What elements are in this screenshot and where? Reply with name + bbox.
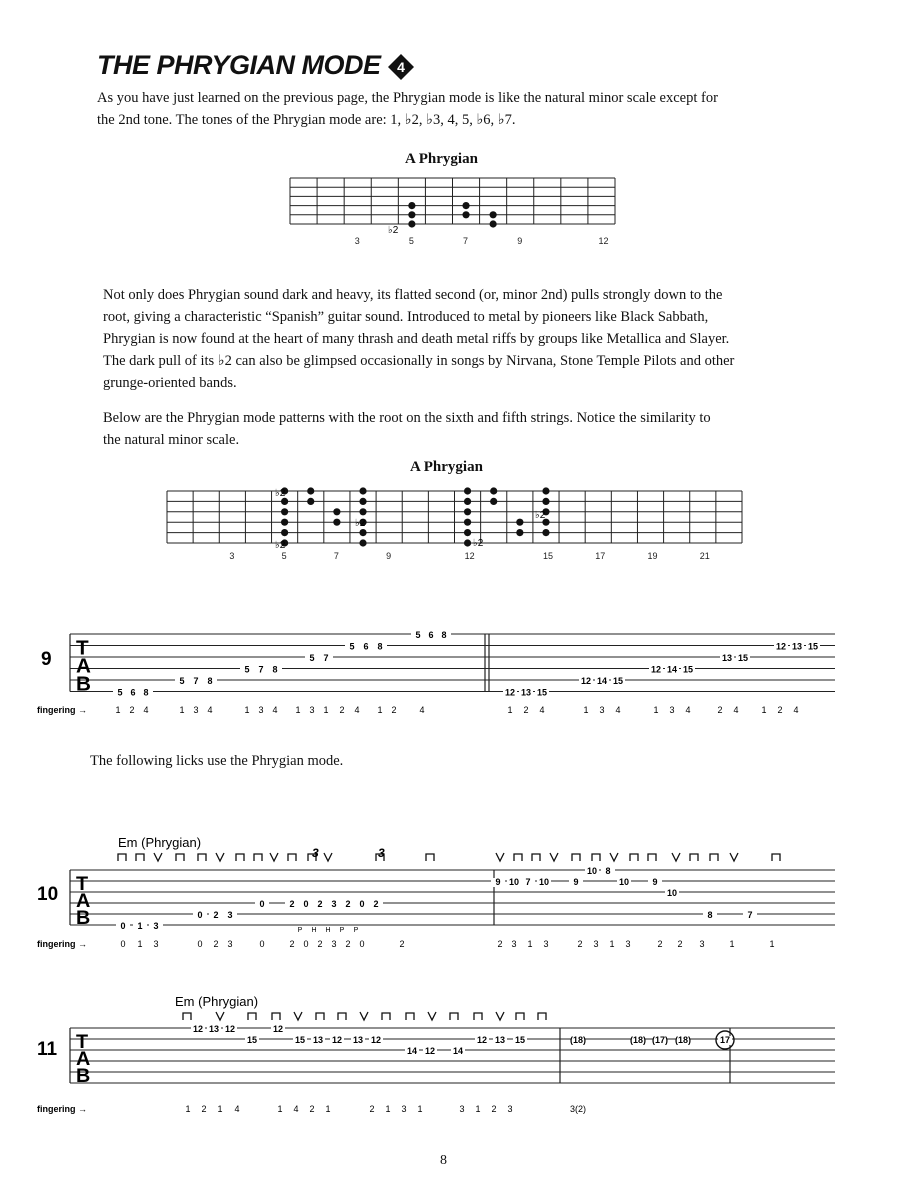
tab-clef-letter: B [76,672,91,696]
tab-note: 15 [682,664,694,675]
tab-note: 13 [352,1035,364,1045]
tab-note: 10 [666,888,678,898]
tab-note: 5 [117,687,123,698]
finger-number: 2 [129,705,135,715]
tab-clef-letter: B [76,1064,91,1087]
fret-number: 7 [463,236,469,246]
tab-note: 2 [289,899,295,909]
scale-dot [307,498,314,505]
finger-number: 4 [685,705,691,715]
fret-number: 12 [464,551,475,561]
tab-note: 6 [428,630,434,640]
tab-note: 12 [476,1035,488,1045]
finger-number: 0 [197,939,203,949]
downstroke-mark [272,1013,280,1020]
flat2-label-bottom: ♭2 [275,540,286,551]
scale-dot [464,508,471,515]
body-line: root, giving a characteristic “Spanish” guitar sound. Introduced to metal by pioneers like Black Sabbath, [103,309,709,325]
tab-note: 5 [244,664,250,675]
track-number: 4 [397,59,405,75]
scale-dot [464,529,471,536]
tab-note: 15 [246,1035,258,1045]
fingering-label: fingering → [37,939,87,949]
finger-number: 1 [475,1104,481,1114]
upstroke-mark [294,1012,302,1020]
tab-note: 14 [596,676,608,686]
body-line: Below are the Phrygian mode patterns with the root on the sixth and fifth strings. Notice the similarity to [103,410,711,426]
tab-note: 3 [227,910,233,920]
finger-number: 1 [417,1104,423,1114]
tab-note: 7 [323,653,329,663]
finger-number: 2 [777,705,783,715]
downstroke-mark [514,854,522,861]
tab-clef-letter: A [76,1047,91,1070]
scale-dot [542,498,549,505]
tab-note: 0 [303,899,309,909]
scale-dot [359,498,366,505]
triplet-mark: 3 [312,846,319,860]
fretboard-diagram-1 [280,176,620,252]
tab-note: (18) [629,1035,647,1045]
body-paragraph-1 [103,284,734,394]
upstroke-mark [672,853,680,861]
scale-dot [464,539,471,546]
finger-number: 2 [657,939,663,949]
finger-number: 1 [729,939,735,949]
downstroke-mark [316,1013,324,1020]
scale-dot [359,529,366,536]
tab-note: 8 [143,687,149,698]
upstroke-mark [496,1012,504,1020]
finger-number: 3(2) [569,1104,587,1114]
tab-note: 8 [207,676,213,686]
tab-note: 8 [377,641,383,652]
finger-number: 2 [491,1104,497,1114]
downstroke-mark [630,854,638,861]
tab-example-11 [30,990,850,1120]
upstroke-mark [610,853,618,861]
page-title: THE PHRYGIAN MODE [97,50,381,80]
flat2-label-mid: ♭2 [355,518,366,529]
scale-dot [516,529,523,536]
finger-number: 3 [507,1104,513,1114]
finger-number: 1 [185,1104,191,1114]
finger-number: 2 [577,939,583,949]
intro-line: the 2nd tone. The tones of the Phrygian mode are: 1, ♭2, ♭3, 4, 5, ♭6, ♭7. [97,112,516,128]
scale-dot [464,487,471,494]
tab-note: 7 [525,877,531,887]
finger-number: 2 [289,939,295,949]
tab-note: 13 [721,653,733,663]
chart2-title: A Phrygian [410,459,483,475]
tab-note: (17) [651,1035,669,1045]
technique-mark: P [297,927,303,934]
downstroke-mark [426,854,434,861]
scale-dot [281,519,288,526]
scale-dot [464,519,471,526]
fret-number: 3 [229,551,235,561]
finger-number: 0 [359,939,365,949]
upstroke-mark [730,853,738,861]
finger-number: 2 [497,939,503,949]
tab-note: 2 [213,910,219,920]
finger-number: 1 [653,705,659,715]
finger-number: 3 [227,939,233,949]
finger-number: 4 [419,705,425,715]
finger-number: 1 [295,705,301,715]
scale-dot [516,519,523,526]
flat2-label: ♭2 [388,225,399,236]
tab-note: 5 [179,676,185,686]
finger-number: 4 [539,705,545,715]
finger-number: 1 [385,1104,391,1114]
tab-note: 10 [586,866,598,876]
example-number: 10 [37,884,59,905]
finger-number: 3 [543,939,549,949]
finger-number: 2 [399,939,405,949]
finger-number: 1 [761,705,767,715]
finger-number: 4 [143,705,149,715]
tab-note: 7 [193,676,199,686]
fret-number: 5 [408,236,414,246]
finger-number: 1 [277,1104,283,1114]
tab-note: 0 [197,910,203,920]
body-line: The dark pull of its ♭2 can also be glimpsed occasionally in songs by Nirvana, Stone Temple Pilots and other [103,353,735,369]
tab-note: (18) [674,1035,692,1045]
example-number: 11 [37,1039,58,1060]
scale-dot [359,508,366,515]
finger-number: 1 [244,705,250,715]
tab-note: 12 [775,641,787,652]
finger-number: 3 [331,939,337,949]
scale-dot [490,487,497,494]
tab-note: 9 [573,877,579,887]
tab-note: 14 [666,664,678,675]
flat2-label-top: ♭2 [275,488,286,499]
tab-note: 12 [370,1035,382,1045]
tab-note: 15 [294,1035,306,1045]
downstroke-mark [572,854,580,861]
finger-number: 1 [609,939,615,949]
body-line: Not only does Phrygian sound dark and heavy, its flatted second (or, minor 2nd) pulls strongly down to the [103,287,723,303]
tab-note: 15 [536,687,548,698]
finger-number: 0 [259,939,265,949]
tab-note: 3 [153,921,159,931]
finger-number: 3 [669,705,675,715]
tab-note: 14 [406,1046,418,1056]
downstroke-mark [136,854,144,861]
finger-number: 2 [677,939,683,949]
tab-note: 0 [259,899,265,909]
fret-number: 12 [598,236,609,246]
finger-number: 2 [213,939,219,949]
intro-text [97,87,718,131]
fretboard-diagram-2 [165,486,745,566]
tab-note: 5 [309,653,315,663]
finger-number: 0 [303,939,309,949]
finger-number: 4 [354,705,360,715]
finger-number: 1 [115,705,121,715]
tab-clef-letter: T [76,872,89,895]
tab-clef-letter: T [76,636,89,660]
finger-number: 4 [234,1104,240,1114]
downstroke-mark [474,1013,482,1020]
track-number-badge [388,54,414,80]
tab-note: 10 [508,877,520,887]
scale-dot [408,202,415,209]
finger-number: 3 [699,939,705,949]
scale-dot [542,487,549,494]
fret-number: 15 [542,551,553,561]
finger-number: 1 [137,939,143,949]
downstroke-mark [198,854,206,861]
tab-clef-letter: T [76,1030,89,1053]
tab-note: 13 [208,1024,220,1034]
scale-dot [462,202,469,209]
tab-note: 15 [514,1035,526,1045]
body-line: the natural minor scale. [103,432,240,448]
finger-number: 3 [593,939,599,949]
fret-number: 21 [699,551,710,561]
downstroke-mark [532,854,540,861]
tab-note: 5 [415,630,421,640]
scale-dot [542,529,549,536]
finger-number: 1 [179,705,185,715]
technique-mark: P [353,927,359,934]
finger-number: 2 [369,1104,375,1114]
finger-number: 2 [201,1104,207,1114]
downstroke-mark [772,854,780,861]
tab-note: 7 [747,910,753,920]
finger-number: 4 [207,705,213,715]
finger-number: 2 [317,939,323,949]
scale-dot [281,529,288,536]
downstroke-mark [690,854,698,861]
tab-note: 0 [359,899,365,909]
downstroke-mark [382,1013,390,1020]
tab-note: 9 [652,877,658,887]
tab-note: 17 [719,1035,731,1045]
fret-number: 9 [517,236,523,246]
fret-number: 19 [647,551,658,561]
downstroke-mark [288,854,296,861]
tab-note: 3 [331,899,337,909]
tab-note: 2 [317,899,323,909]
finger-number: 2 [523,705,529,715]
scale-dot [307,487,314,494]
downstroke-mark [118,854,126,861]
finger-number: 3 [625,939,631,949]
scale-dot [490,220,497,227]
licks-intro: The following licks use the Phrygian mode. [90,753,344,769]
flat2-label-right: ♭2 [535,510,546,521]
tab-note: 13 [791,641,803,652]
tab-note: 6 [363,641,369,652]
tab-note: 14 [452,1046,464,1056]
tab-note: 8 [272,664,278,675]
page-number: 8 [440,1153,447,1168]
upstroke-mark [496,853,504,861]
downstroke-mark [236,854,244,861]
finger-number: 4 [615,705,621,715]
scale-dot [281,508,288,515]
scale-dot [333,519,340,526]
finger-number: 1 [769,939,775,949]
triplet-mark: 3 [378,846,385,860]
fret-number: 5 [281,551,287,561]
finger-number: 3 [153,939,159,949]
example-number: 9 [41,649,52,670]
upstroke-mark [270,853,278,861]
tab-note: 8 [441,630,447,640]
finger-number: 2 [309,1104,315,1114]
finger-number: 2 [391,705,397,715]
finger-number: 3 [401,1104,407,1114]
scale-dot [490,498,497,505]
fret-number: 9 [386,551,392,561]
finger-number: 1 [325,1104,331,1114]
flat2-label-mid2: ♭2 [473,538,484,549]
tab-note: 9 [495,877,501,887]
tab-note: 12 [272,1024,284,1034]
downstroke-mark [183,1013,191,1020]
upstroke-mark [216,1012,224,1020]
technique-mark: P [339,927,345,934]
finger-number: 4 [293,1104,299,1114]
finger-number: 4 [793,705,799,715]
downstroke-mark [450,1013,458,1020]
downstroke-mark [592,854,600,861]
tab-note: 12 [580,676,592,686]
tab-note: 2 [373,899,379,909]
tab-clef-letter: A [76,889,91,912]
downstroke-mark [338,1013,346,1020]
intro-line: As you have just learned on the previous page, the Phrygian mode is like the natural minor scale except for [97,90,718,106]
finger-number: 3 [599,705,605,715]
scale-dot [490,211,497,218]
tab-clef-letter: B [76,906,91,929]
fingering-label: fingering → [37,705,87,715]
tab-clef-letter: A [76,654,91,678]
chord-symbol: Em (Phrygian) [175,994,259,1009]
finger-number: 4 [272,705,278,715]
finger-number: 4 [733,705,739,715]
fingering-label: fingering → [37,1104,87,1114]
tab-note: 1 [137,921,143,931]
upstroke-mark [216,853,224,861]
tab-note: 0 [120,921,126,931]
tab-note: 8 [707,910,713,920]
tab-note: 13 [312,1035,324,1045]
scale-dot [359,539,366,546]
upstroke-mark [550,853,558,861]
tab-note: 12 [504,687,516,698]
chord-symbol: Em (Phrygian) [118,835,202,850]
finger-number: 1 [217,1104,223,1114]
tab-note: 15 [612,676,624,686]
body-paragraph-2 [103,407,711,451]
tab-note: 12 [224,1024,236,1034]
finger-number: 3 [193,705,199,715]
downstroke-mark [648,854,656,861]
tab-note: 12 [424,1046,436,1056]
tab-note: 7 [258,664,264,675]
finger-number: 2 [717,705,723,715]
upstroke-mark [428,1012,436,1020]
tab-note: (18) [569,1035,587,1045]
finger-number: 1 [377,705,383,715]
tab-note: 12 [331,1035,343,1045]
fret-number: 17 [595,551,606,561]
tab-note: 12 [650,664,662,675]
tab-note: 2 [345,899,351,909]
tab-example-9 [30,620,850,725]
tab-note: 13 [494,1035,506,1045]
finger-number: 2 [339,705,345,715]
tab-note: 8 [605,866,611,876]
scale-dot [333,508,340,515]
finger-number: 1 [323,705,329,715]
finger-number: 1 [583,705,589,715]
tab-note: 6 [130,687,136,698]
tab-note: 12 [192,1024,204,1034]
downstroke-mark [248,1013,256,1020]
fret-number: 3 [354,236,360,246]
finger-number: 2 [345,939,351,949]
finger-number: 1 [527,939,533,949]
scale-dot [408,211,415,218]
finger-number: 3 [511,939,517,949]
upstroke-mark [154,853,162,861]
scale-dot [359,487,366,494]
tab-note: 15 [737,653,749,663]
finger-number: 0 [120,939,126,949]
tab-example-10 [30,830,850,955]
technique-mark: H [311,927,317,934]
body-line: Phrygian is now found at the heart of many thrash and death metal riffs by groups like Metallica and Slayer. [103,331,730,347]
scale-dot [408,220,415,227]
finger-number: 1 [507,705,513,715]
downstroke-mark [538,1013,546,1020]
tab-note: 10 [618,877,630,887]
downstroke-mark [254,854,262,861]
chart1-title: A Phrygian [405,151,478,167]
tab-note: 13 [520,687,532,698]
scale-dot [464,498,471,505]
tab-note: 10 [538,877,550,887]
finger-number: 3 [258,705,264,715]
tab-note: 15 [807,641,819,652]
finger-number: 3 [309,705,315,715]
fret-number: 7 [333,551,339,561]
downstroke-mark [176,854,184,861]
downstroke-mark [710,854,718,861]
finger-number: 3 [459,1104,465,1114]
upstroke-mark [360,1012,368,1020]
technique-mark: H [325,927,331,934]
scale-dot [462,211,469,218]
downstroke-mark [516,1013,524,1020]
upstroke-mark [324,853,332,861]
tab-note: 5 [349,641,355,652]
downstroke-mark [406,1013,414,1020]
body-line: grunge-oriented bands. [103,375,237,391]
